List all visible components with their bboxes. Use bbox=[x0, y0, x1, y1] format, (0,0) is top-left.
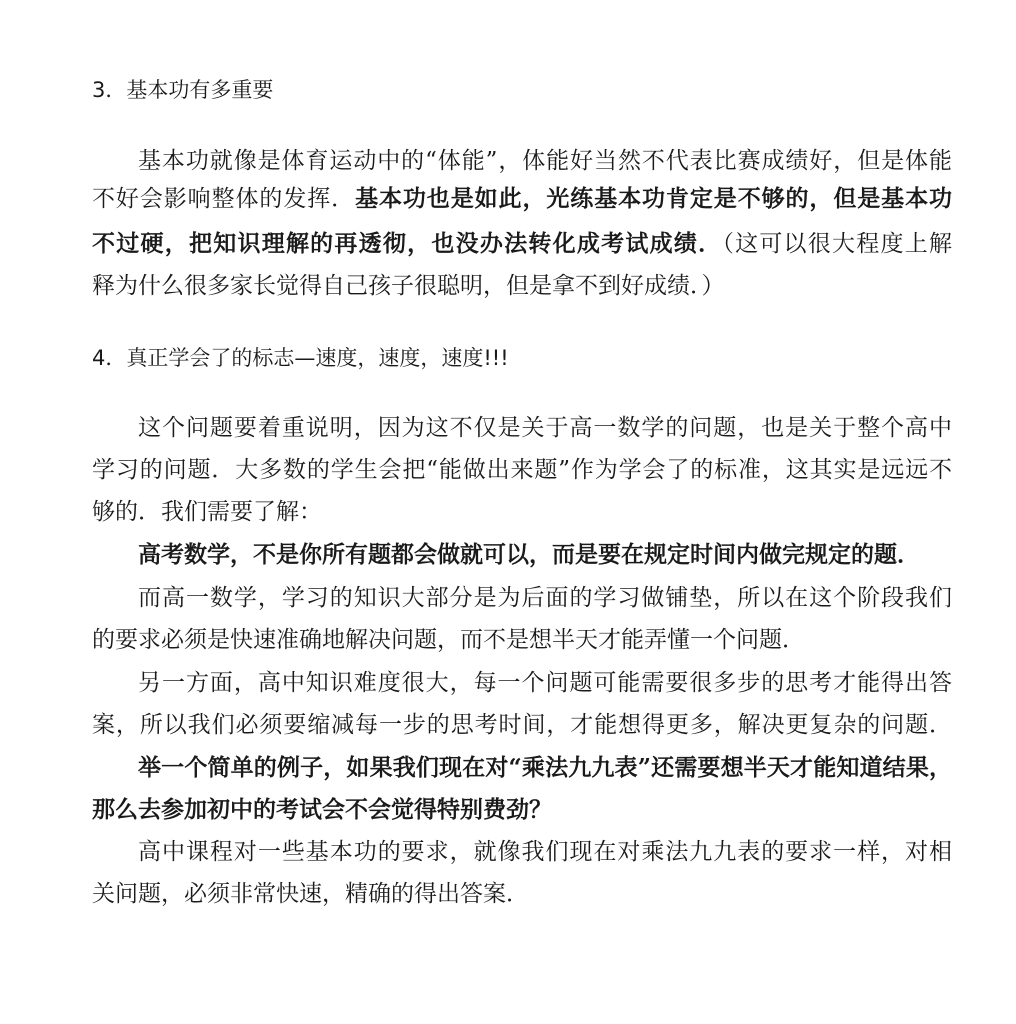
section-3-line-2 bbox=[92, 184, 952, 214]
section-3-heading: 3．基本功有多重要 bbox=[92, 78, 274, 102]
section-4-p1-line-1: 这个问题要着重说明，因为这不仅是关于高一数学的问题，也是关于整个高中 bbox=[138, 415, 952, 441]
section-4-p4-line-1: 另一方面，高中知识难度很大，每一个问题可能需要很多步的思考才能得出答 bbox=[138, 670, 952, 696]
section-4-example-line-2: 那么去参加初中的考试会不会觉得特别费劲？ bbox=[92, 796, 552, 823]
section-4-p6-line-1: 高中课程对一些基本功的要求，就像我们现在对乘法九九表的要求一样，对相 bbox=[138, 839, 952, 865]
section-4-p4-line-2: 案，所以我们必须要缩减每一步的思考时间，才能想得更多，解决更复杂的问题． bbox=[92, 712, 952, 738]
section-3-line-3-normal: （这可以很大程度上解 bbox=[722, 231, 953, 257]
section-4-p1-line-2: 学习的问题．大多数的学生会把“能做出来题”作为学会了的标准，这其实是远远不 bbox=[92, 457, 952, 483]
section-4-heading: 4．真正学会了的标志—速度，速度，速度!!! bbox=[92, 346, 509, 370]
section-4-p1-line-3: 够的．我们需要了解： bbox=[92, 499, 322, 525]
section-3-line-3-bold: 不过硬，把知识理解的再透彻，也没办法转化成考试成绩． bbox=[92, 230, 723, 257]
section-3-line-2-bold: 基本功也是如此，光练基本功肯定是不够的，但是基本功 bbox=[355, 185, 953, 212]
section-4-example-line-1: 举一个简单的例子，如果我们现在对“乘法九九表”还需要想半天才能知道结果， bbox=[138, 754, 952, 781]
section-3-line-2-normal: 不好会影响整体的发挥． bbox=[92, 186, 356, 212]
section-4-bold-statement: 高考数学，不是你所有题都会做就可以，而是要在规定时间内做完规定的题． bbox=[138, 541, 920, 568]
section-4-p3-line-1: 而高一数学，学习的知识大部分是为后面的学习做铺垫，所以在这个阶段我们 bbox=[138, 585, 952, 611]
section-4-p6-line-2: 关问题，必须非常快速，精确的得出答案． bbox=[92, 881, 529, 907]
section-3-line-4: 释为什么很多家长觉得自己孩子很聪明，但是拿不到好成绩．） bbox=[92, 273, 725, 299]
section-4-p3-line-2: 的要求必须是快速准确地解决问题，而不是想半天才能弄懂一个问题． bbox=[92, 627, 805, 653]
section-3-line-3 bbox=[92, 229, 952, 259]
section-3-line-1: 基本功就像是体育运动中的“体能”，体能好当然不代表比赛成绩好，但是体能 bbox=[138, 148, 952, 174]
